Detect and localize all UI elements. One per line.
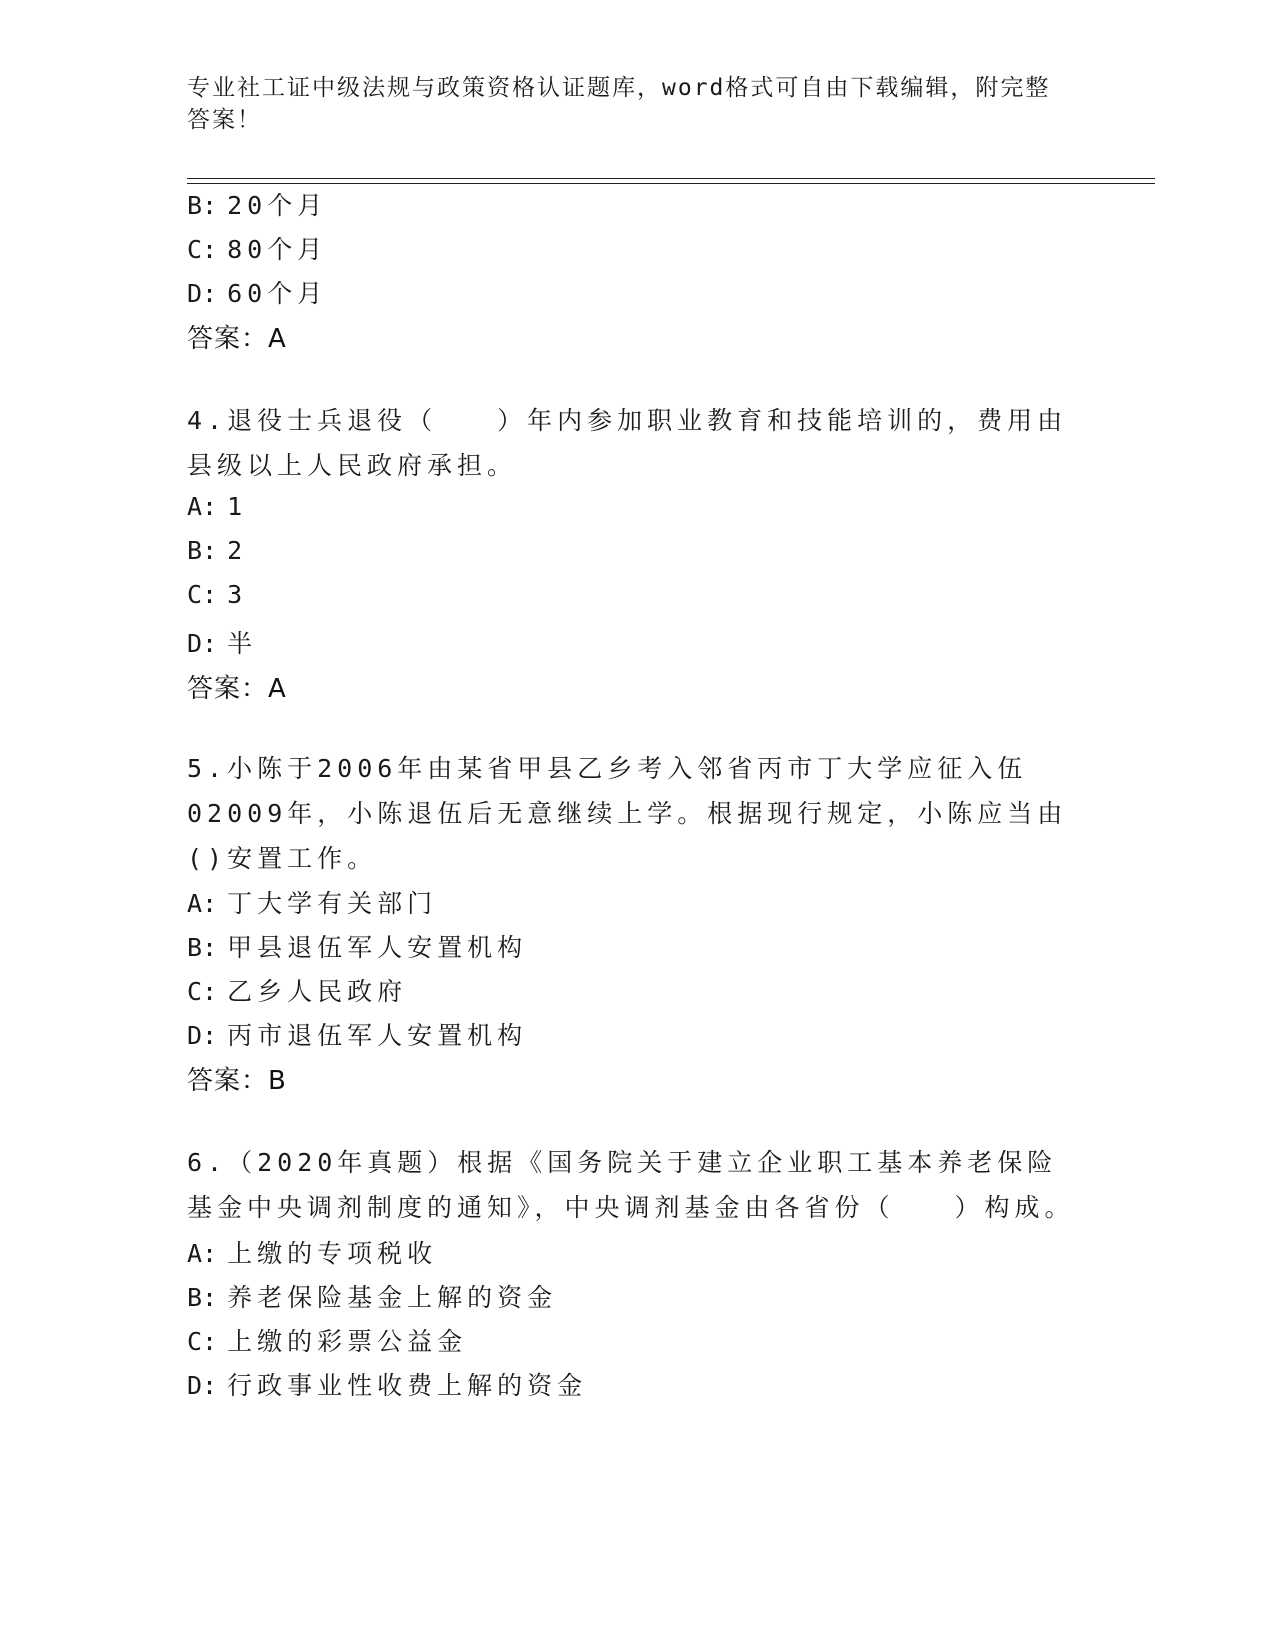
- option-b: [187, 1278, 557, 1314]
- option-d: [187, 624, 257, 660]
- option-text: 3: [227, 580, 248, 609]
- option-tag: D:: [187, 1371, 218, 1400]
- option-text: 上缴的专项税收: [227, 1239, 438, 1268]
- answer-line: 答案：A: [187, 674, 287, 704]
- option-text: 20个月: [227, 191, 328, 220]
- option-c: [187, 1322, 467, 1358]
- option-tag: B:: [187, 933, 218, 962]
- option-text: 行政事业性收费上解的资金: [227, 1371, 588, 1400]
- option-text: 1: [227, 492, 248, 521]
- option-text: 2: [227, 536, 248, 565]
- option-tag: D:: [187, 629, 218, 658]
- question-stem: 6.（2020年真题）根据《国务院关于建立企业职工基本养老保险基金中央调剂制度的通知》，中央调剂基金由各省份（ ）构成。: [187, 1148, 1075, 1222]
- option-tag: B:: [187, 1283, 218, 1312]
- option-a: [187, 492, 247, 521]
- option-c: [187, 972, 407, 1008]
- page-header: 专业社工证中级法规与政策资格认证题库，word格式可自由下载编辑，附完整答案！: [187, 75, 1051, 133]
- option-tag: B:: [187, 191, 218, 220]
- option-tag: D:: [187, 279, 218, 308]
- option-b: [187, 186, 327, 222]
- option-text: 80个月: [227, 235, 328, 264]
- option-text: 丁大学有关部门: [227, 889, 438, 918]
- option-text: 丙市退伍军人安置机构: [227, 1021, 528, 1050]
- option-c: [187, 230, 327, 266]
- option-tag: C:: [187, 977, 218, 1006]
- option-tag: A:: [187, 1239, 218, 1268]
- option-c: [187, 580, 247, 609]
- header-rule-bottom: [187, 183, 1155, 184]
- option-d: [187, 1366, 587, 1402]
- option-tag: C:: [187, 580, 218, 609]
- option-d: [187, 1016, 527, 1052]
- answer-line: 答案：A: [187, 324, 287, 354]
- option-a: [187, 884, 437, 920]
- option-d: [187, 274, 327, 310]
- option-tag: C:: [187, 1327, 218, 1356]
- option-text: 养老保险基金上解的资金: [227, 1283, 558, 1312]
- option-b: [187, 928, 527, 964]
- option-tag: A:: [187, 492, 218, 521]
- question-stem: 4.退役士兵退役（ ）年内参加职业教育和技能培训的，费用由县级以上人民政府承担。: [187, 406, 1068, 480]
- option-tag: A:: [187, 889, 218, 918]
- question-stem: 5.小陈于2006年由某省甲县乙乡考入邻省丙市丁大学应征入伍02009年，小陈退伍后无意继续上学。根据现行规定，小陈应当由()安置工作。: [187, 754, 1068, 873]
- option-text: 甲县退伍军人安置机构: [227, 933, 528, 962]
- option-text: 60个月: [227, 279, 328, 308]
- option-b: [187, 536, 247, 565]
- header-rule-top: [187, 178, 1155, 179]
- option-tag: B:: [187, 536, 218, 565]
- option-a: [187, 1234, 437, 1270]
- option-tag: C:: [187, 235, 218, 264]
- option-text: 半: [227, 629, 258, 658]
- answer-line: 答案：B: [187, 1066, 287, 1096]
- option-text: 上缴的彩票公益金: [227, 1327, 468, 1356]
- option-tag: D:: [187, 1021, 218, 1050]
- option-text: 乙乡人民政府: [227, 977, 408, 1006]
